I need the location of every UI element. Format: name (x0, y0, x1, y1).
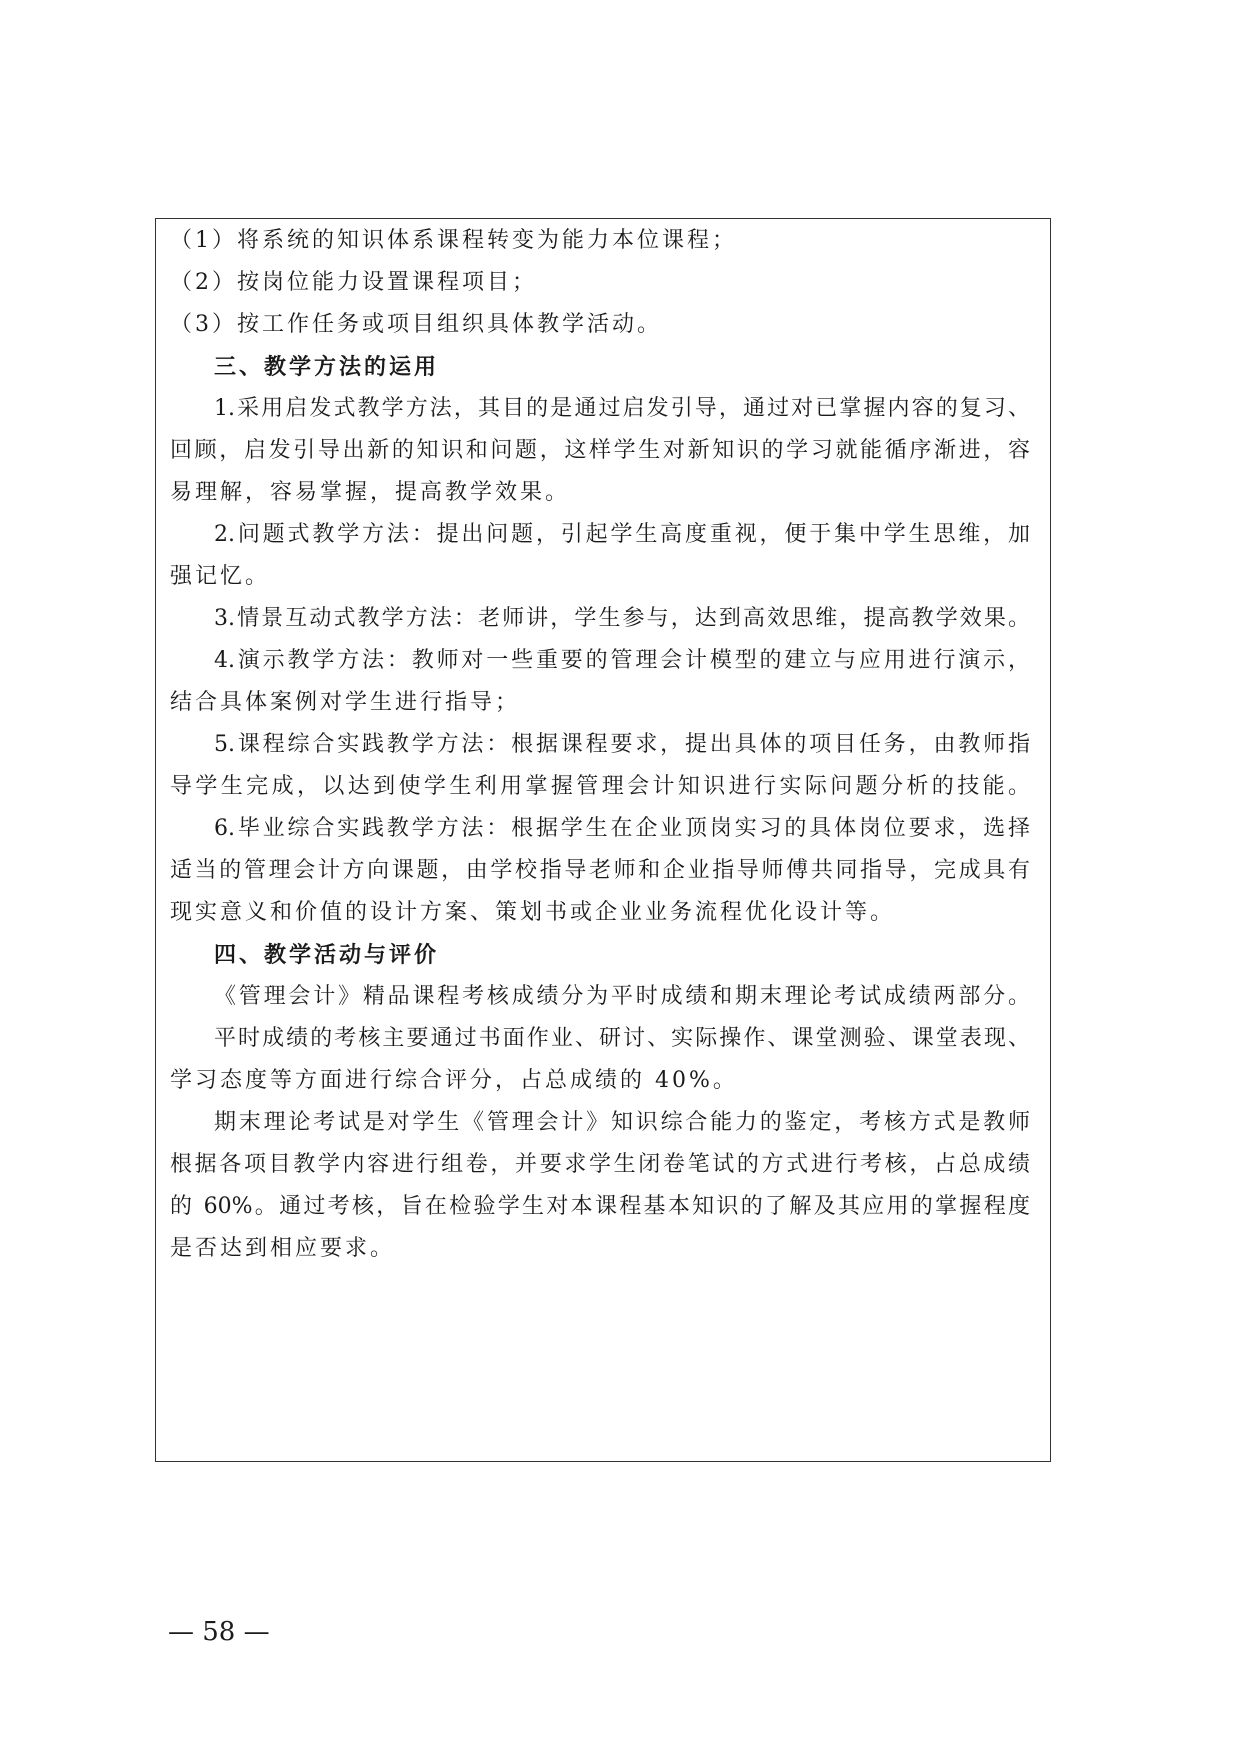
text-line: 的 60%。通过考核，旨在检验学生对本课程基本知识的了解及其应用的掌握程度 (170, 1194, 1030, 1219)
text-line: 平时成绩的考核主要通过书面作业、研讨、实际操作、课堂测验、课堂表现、 (214, 1026, 1030, 1051)
text-line: 5.课程综合实践教学方法：根据课程要求，提出具体的项目任务，由教师指 (214, 732, 1030, 757)
page-number: — 58 — (168, 1617, 270, 1647)
text-line: 根据各项目教学内容进行组卷，并要求学生闭卷笔试的方式进行考核，占总成绩 (170, 1152, 1030, 1177)
text-line: 结合具体案例对学生进行指导； (170, 690, 521, 715)
text-line: 3.情景互动式教学方法：老师讲，学生参与，达到高效思维，提高教学效果。 (214, 606, 1030, 631)
text-line: 导学生完成，以达到使学生利用掌握管理会计知识进行实际问题分析的技能。 (170, 774, 1030, 799)
text-line: （1）将系统的知识体系课程转变为能力本位课程； (170, 228, 737, 253)
text-line: 是否达到相应要求。 (170, 1236, 396, 1261)
text-line: 回顾，启发引导出新的知识和问题，这样学生对新知识的学习就能循序渐进，容 (170, 438, 1030, 463)
text-line: （2）按岗位能力设置课程项目； (170, 270, 537, 295)
text-line: 易理解，容易掌握，提高教学效果。 (170, 480, 571, 505)
text-line: 现实意义和价值的设计方案、策划书或企业业务流程优化设计等。 (170, 900, 896, 925)
text-line: 期末理论考试是对学生《管理会计》知识综合能力的鉴定，考核方式是教师 (214, 1110, 1030, 1135)
text-line: 4.演示教学方法：教师对一些重要的管理会计模型的建立与应用进行演示， (214, 648, 1030, 673)
text-line: 强记忆。 (170, 564, 271, 589)
text-line: 1.采用启发式教学方法，其目的是通过启发引导，通过对已掌握内容的复习、 (214, 396, 1030, 421)
section-heading: 三、教学方法的运用 (214, 354, 440, 380)
text-line: 《管理会计》精品课程考核成绩分为平时成绩和期末理论考试成绩两部分。 (214, 984, 1030, 1009)
text-line: 学习态度等方面进行综合评分，占总成绩的 40%。 (170, 1068, 738, 1093)
text-line: 2.问题式教学方法：提出问题，引起学生高度重视，便于集中学生思维，加 (214, 522, 1030, 547)
section-heading: 四、教学活动与评价 (214, 942, 440, 968)
text-line: 适当的管理会计方向课题，由学校指导老师和企业指导师傅共同指导，完成具有 (170, 858, 1030, 883)
text-line: （3）按工作任务或项目组织具体教学活动。 (170, 312, 662, 337)
text-line: 6.毕业综合实践教学方法：根据学生在企业顶岗实习的具体岗位要求，选择 (214, 816, 1030, 841)
